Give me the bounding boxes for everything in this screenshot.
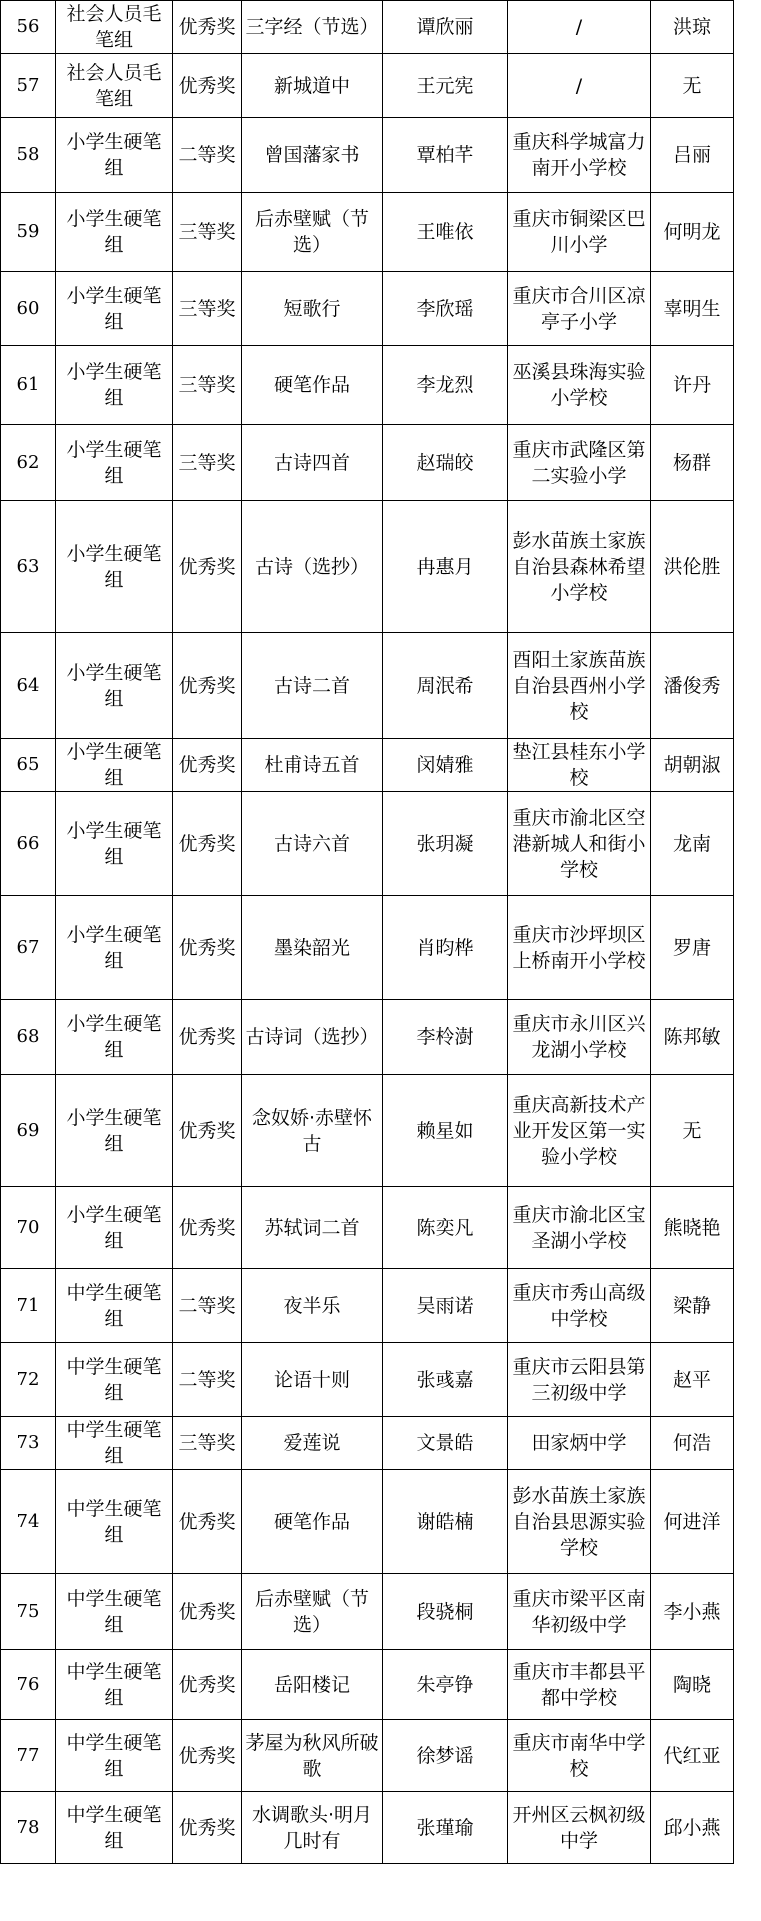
work-cell: 硬笔作品 (242, 1470, 383, 1574)
row-number: 57 (1, 54, 56, 118)
teacher-cell: 罗唐 (651, 896, 734, 1000)
table-body (1, 1, 734, 1864)
school-cell: 重庆市云阳县第三初级中学 (508, 1343, 651, 1417)
award-cell: 三等奖 (173, 193, 242, 272)
group-cell: 小学生硬笔组 (56, 1075, 173, 1187)
row-number: 58 (1, 118, 56, 193)
name-cell: 朱亭铮 (383, 1650, 508, 1720)
group-cell: 小学生硬笔组 (56, 193, 173, 272)
work-cell: 爱莲说 (242, 1417, 383, 1470)
work-cell: 三字经（节选） (242, 1, 383, 54)
table-row (1, 1, 734, 54)
teacher-cell: 何进洋 (651, 1470, 734, 1574)
teacher-cell: 吕丽 (651, 118, 734, 193)
group-cell: 小学生硬笔组 (56, 501, 173, 633)
work-cell: 苏轼词二首 (242, 1187, 383, 1269)
row-number: 60 (1, 272, 56, 346)
group-cell: 社会人员毛笔组 (56, 54, 173, 118)
row-number: 59 (1, 193, 56, 272)
group-cell: 社会人员毛笔组 (56, 1, 173, 54)
school-cell: 重庆市渝北区空港新城人和街小学校 (508, 792, 651, 896)
teacher-cell: 辜明生 (651, 272, 734, 346)
work-cell: 杜甫诗五首 (242, 739, 383, 792)
work-cell: 念奴娇·赤壁怀古 (242, 1075, 383, 1187)
school-cell: 垫江县桂东小学校 (508, 739, 651, 792)
name-cell: 周泯希 (383, 633, 508, 739)
award-cell: 优秀奖 (173, 1470, 242, 1574)
teacher-cell: 何明龙 (651, 193, 734, 272)
name-cell: 赵瑞皎 (383, 425, 508, 501)
row-number: 66 (1, 792, 56, 896)
work-cell: 古诗（选抄） (242, 501, 383, 633)
teacher-cell: 代红亚 (651, 1720, 734, 1792)
teacher-cell: 陈邦敏 (651, 1000, 734, 1075)
award-cell: 三等奖 (173, 425, 242, 501)
row-number: 69 (1, 1075, 56, 1187)
work-cell: 墨染韶光 (242, 896, 383, 1000)
school-cell: 重庆市武隆区第二实验小学 (508, 425, 651, 501)
name-cell: 吴雨诺 (383, 1269, 508, 1343)
table-row (1, 346, 734, 425)
row-number: 61 (1, 346, 56, 425)
award-cell: 优秀奖 (173, 1000, 242, 1075)
work-cell: 曾国藩家书 (242, 118, 383, 193)
school-cell: 彭水苗族土家族自治县思源实验学校 (508, 1470, 651, 1574)
table-row (1, 1650, 734, 1720)
award-cell: 优秀奖 (173, 1, 242, 54)
table-row (1, 1417, 734, 1470)
school-cell: 彭水苗族土家族自治县森林希望小学校 (508, 501, 651, 633)
group-cell: 中学生硬笔组 (56, 1417, 173, 1470)
row-number: 63 (1, 501, 56, 633)
table-row (1, 1574, 734, 1650)
table-row (1, 1720, 734, 1792)
teacher-cell: 何浩 (651, 1417, 734, 1470)
school-cell: 重庆市合川区凉亭子小学 (508, 272, 651, 346)
school-cell: 重庆市沙坪坝区上桥南开小学校 (508, 896, 651, 1000)
award-cell: 优秀奖 (173, 739, 242, 792)
table-row (1, 54, 734, 118)
teacher-cell: 无 (651, 54, 734, 118)
row-number: 78 (1, 1792, 56, 1864)
teacher-cell: 无 (651, 1075, 734, 1187)
group-cell: 小学生硬笔组 (56, 346, 173, 425)
teacher-cell: 熊晓艳 (651, 1187, 734, 1269)
group-cell: 中学生硬笔组 (56, 1574, 173, 1650)
award-cell: 优秀奖 (173, 1792, 242, 1864)
group-cell: 小学生硬笔组 (56, 1000, 173, 1075)
group-cell: 中学生硬笔组 (56, 1269, 173, 1343)
school-cell: 重庆市丰都县平都中学校 (508, 1650, 651, 1720)
table-row (1, 1343, 734, 1417)
name-cell: 赖星如 (383, 1075, 508, 1187)
row-number: 68 (1, 1000, 56, 1075)
award-cell: 优秀奖 (173, 633, 242, 739)
table-row (1, 501, 734, 633)
group-cell: 小学生硬笔组 (56, 896, 173, 1000)
group-cell: 小学生硬笔组 (56, 118, 173, 193)
school-cell: 重庆高新技术产业开发区第一实验小学校 (508, 1075, 651, 1187)
work-cell: 论语十则 (242, 1343, 383, 1417)
name-cell: 谭欣丽 (383, 1, 508, 54)
award-cell: 优秀奖 (173, 1187, 242, 1269)
row-number: 71 (1, 1269, 56, 1343)
name-cell: 王唯依 (383, 193, 508, 272)
name-cell: 肖昀桦 (383, 896, 508, 1000)
work-cell: 茅屋为秋风所破歌 (242, 1720, 383, 1792)
school-cell: 巫溪县珠海实验小学校 (508, 346, 651, 425)
award-cell: 三等奖 (173, 346, 242, 425)
table-row (1, 896, 734, 1000)
award-cell: 二等奖 (173, 1343, 242, 1417)
table-row (1, 1269, 734, 1343)
school-cell: 田家炳中学 (508, 1417, 651, 1470)
award-cell: 优秀奖 (173, 792, 242, 896)
name-cell: 李龙烈 (383, 346, 508, 425)
group-cell: 中学生硬笔组 (56, 1650, 173, 1720)
row-number: 56 (1, 1, 56, 54)
name-cell: 闵婧雅 (383, 739, 508, 792)
group-cell: 中学生硬笔组 (56, 1792, 173, 1864)
row-number: 73 (1, 1417, 56, 1470)
name-cell: 覃柏芊 (383, 118, 508, 193)
name-cell: 徐梦谣 (383, 1720, 508, 1792)
school-cell: 酉阳土家族苗族自治县酉州小学校 (508, 633, 651, 739)
award-cell: 优秀奖 (173, 54, 242, 118)
school-cell: 重庆市南华中学校 (508, 1720, 651, 1792)
table-row (1, 425, 734, 501)
name-cell: 段骁桐 (383, 1574, 508, 1650)
work-cell: 夜半乐 (242, 1269, 383, 1343)
work-cell: 短歌行 (242, 272, 383, 346)
work-cell: 岳阳楼记 (242, 1650, 383, 1720)
table-row (1, 739, 734, 792)
group-cell: 中学生硬笔组 (56, 1720, 173, 1792)
table-row (1, 1187, 734, 1269)
work-cell: 古诗词（选抄） (242, 1000, 383, 1075)
school-cell: 重庆市永川区兴龙湖小学校 (508, 1000, 651, 1075)
table-row (1, 193, 734, 272)
teacher-cell: 赵平 (651, 1343, 734, 1417)
award-cell: 优秀奖 (173, 1075, 242, 1187)
work-cell: 古诗六首 (242, 792, 383, 896)
school-cell: 重庆市梁平区南华初级中学 (508, 1574, 651, 1650)
school-cell: 重庆市渝北区宝圣湖小学校 (508, 1187, 651, 1269)
group-cell: 小学生硬笔组 (56, 739, 173, 792)
name-cell: 文景皓 (383, 1417, 508, 1470)
work-cell: 古诗四首 (242, 425, 383, 501)
name-cell: 谢皓楠 (383, 1470, 508, 1574)
row-number: 70 (1, 1187, 56, 1269)
name-cell: 李欣瑶 (383, 272, 508, 346)
award-cell: 优秀奖 (173, 896, 242, 1000)
table-row (1, 1000, 734, 1075)
table-row (1, 792, 734, 896)
table-row (1, 1470, 734, 1574)
award-cell: 优秀奖 (173, 1650, 242, 1720)
teacher-cell: 邱小燕 (651, 1792, 734, 1864)
teacher-cell: 龙南 (651, 792, 734, 896)
name-cell: 张彧嘉 (383, 1343, 508, 1417)
table-row (1, 272, 734, 346)
work-cell: 后赤壁赋（节选） (242, 1574, 383, 1650)
teacher-cell: 陶晓 (651, 1650, 734, 1720)
work-cell: 水调歌头·明月几时有 (242, 1792, 383, 1864)
teacher-cell: 洪伦胜 (651, 501, 734, 633)
row-number: 77 (1, 1720, 56, 1792)
award-cell: 优秀奖 (173, 1574, 242, 1650)
award-cell: 二等奖 (173, 118, 242, 193)
group-cell: 小学生硬笔组 (56, 633, 173, 739)
teacher-cell: 洪琼 (651, 1, 734, 54)
table-row (1, 633, 734, 739)
row-number: 72 (1, 1343, 56, 1417)
table-row (1, 1075, 734, 1187)
teacher-cell: 梁静 (651, 1269, 734, 1343)
group-cell: 小学生硬笔组 (56, 272, 173, 346)
teacher-cell: 胡朝淑 (651, 739, 734, 792)
school-cell: 重庆市铜梁区巴川小学 (508, 193, 651, 272)
row-number: 74 (1, 1470, 56, 1574)
row-number: 75 (1, 1574, 56, 1650)
school-cell: / (508, 1, 651, 54)
school-cell: / (508, 54, 651, 118)
school-cell: 开州区云枫初级中学 (508, 1792, 651, 1864)
work-cell: 硬笔作品 (242, 346, 383, 425)
teacher-cell: 杨群 (651, 425, 734, 501)
teacher-cell: 潘俊秀 (651, 633, 734, 739)
school-cell: 重庆市秀山高级中学校 (508, 1269, 651, 1343)
school-cell: 重庆科学城富力南开小学校 (508, 118, 651, 193)
group-cell: 小学生硬笔组 (56, 792, 173, 896)
group-cell: 小学生硬笔组 (56, 425, 173, 501)
group-cell: 中学生硬笔组 (56, 1343, 173, 1417)
name-cell: 冉惠月 (383, 501, 508, 633)
name-cell: 张玥凝 (383, 792, 508, 896)
group-cell: 中学生硬笔组 (56, 1470, 173, 1574)
row-number: 65 (1, 739, 56, 792)
award-cell: 二等奖 (173, 1269, 242, 1343)
work-cell: 古诗二首 (242, 633, 383, 739)
name-cell: 张瑾瑜 (383, 1792, 508, 1864)
row-number: 64 (1, 633, 56, 739)
table-row (1, 1792, 734, 1864)
name-cell: 王元宪 (383, 54, 508, 118)
group-cell: 小学生硬笔组 (56, 1187, 173, 1269)
award-cell: 优秀奖 (173, 501, 242, 633)
award-cell: 优秀奖 (173, 1720, 242, 1792)
row-number: 62 (1, 425, 56, 501)
award-cell: 三等奖 (173, 272, 242, 346)
teacher-cell: 李小燕 (651, 1574, 734, 1650)
name-cell: 李柃澍 (383, 1000, 508, 1075)
name-cell: 陈奕凡 (383, 1187, 508, 1269)
award-cell: 三等奖 (173, 1417, 242, 1470)
row-number: 67 (1, 896, 56, 1000)
row-number: 76 (1, 1650, 56, 1720)
teacher-cell: 许丹 (651, 346, 734, 425)
work-cell: 新城道中 (242, 54, 383, 118)
work-cell: 后赤壁赋（节选） (242, 193, 383, 272)
table-row (1, 118, 734, 193)
